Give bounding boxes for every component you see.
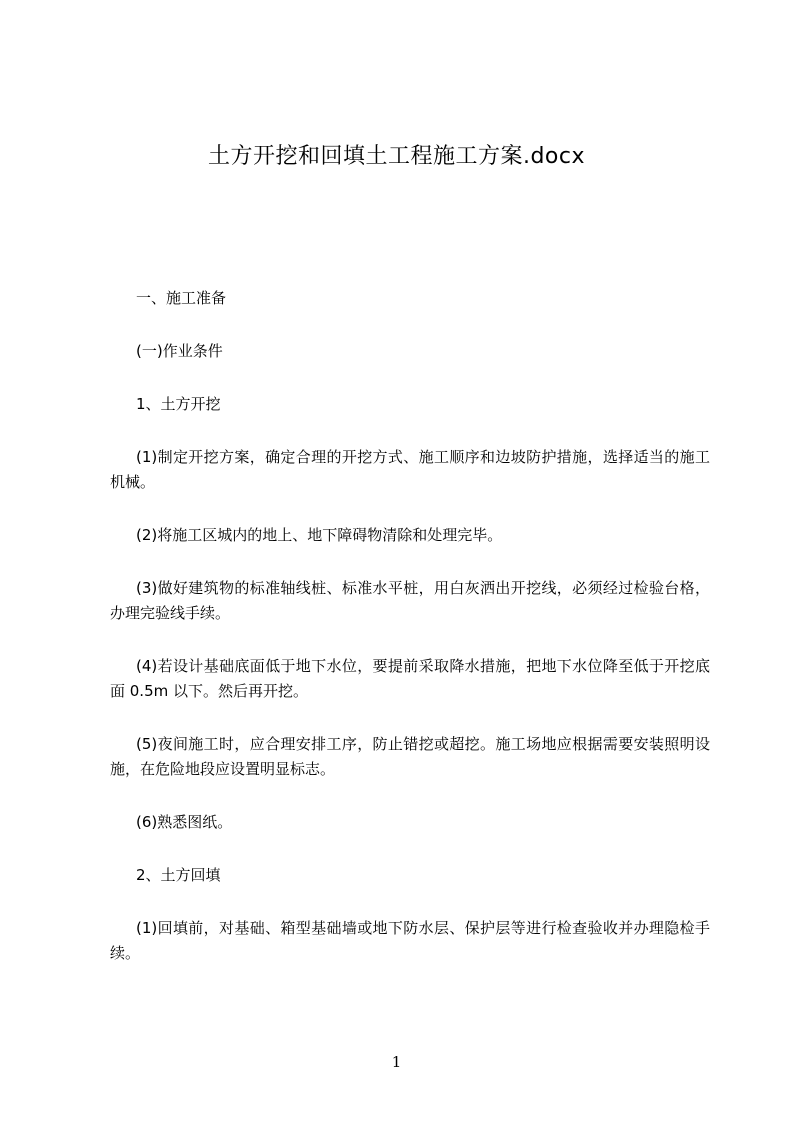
subsection-heading-earth-excavation: 1、土方开挖 bbox=[136, 395, 221, 413]
subsection-heading-working-conditions: (一)作业条件 bbox=[136, 342, 223, 360]
section-heading-construction-preparation: 一、施工准备 bbox=[136, 289, 227, 307]
subsection-heading-earth-backfill: 2、土方回填 bbox=[136, 866, 221, 884]
page-number: 1 bbox=[391, 1053, 402, 1071]
document-title: 土方开挖和回填土工程施工方案.docx bbox=[207, 144, 586, 169]
paragraph-backfill-item-1: (1)回填前，对基础、箱型基础墙或地下防水层、保护层等进行检查验收并办理隐检手续。 bbox=[110, 919, 710, 962]
paragraph-excavation-item-4: (4)若设计基础底面低于地下水位，要提前采取降水措施，把地下水位降至低于开挖底面 0.5m 以下。然后再开挖。 bbox=[110, 657, 710, 700]
paragraph-excavation-item-6: (6)熟悉图纸。 bbox=[136, 813, 233, 831]
document-body bbox=[110, 286, 710, 994]
paragraph-excavation-item-3: (3)做好建筑物的标准轴线桩、标准水平桩，用白灰洒出开挖线，必须经过检验台格，办理完验线手续。 bbox=[110, 579, 710, 622]
paragraph-excavation-item-1: (1)制定开挖方案，确定合理的开挖方式、施工顺序和边坡防护措施，选择适当的施工机械。 bbox=[110, 448, 710, 491]
paragraph-excavation-item-5: (5)夜间施工时，应合理安排工序，防止错挖或超挖。施工场地应根据需要安装照明设施，在危险地段应设置明显标志。 bbox=[110, 735, 710, 778]
paragraph-excavation-item-2: (2)将施工区城内的地上、地下障碍物清除和处理完毕。 bbox=[136, 526, 503, 544]
